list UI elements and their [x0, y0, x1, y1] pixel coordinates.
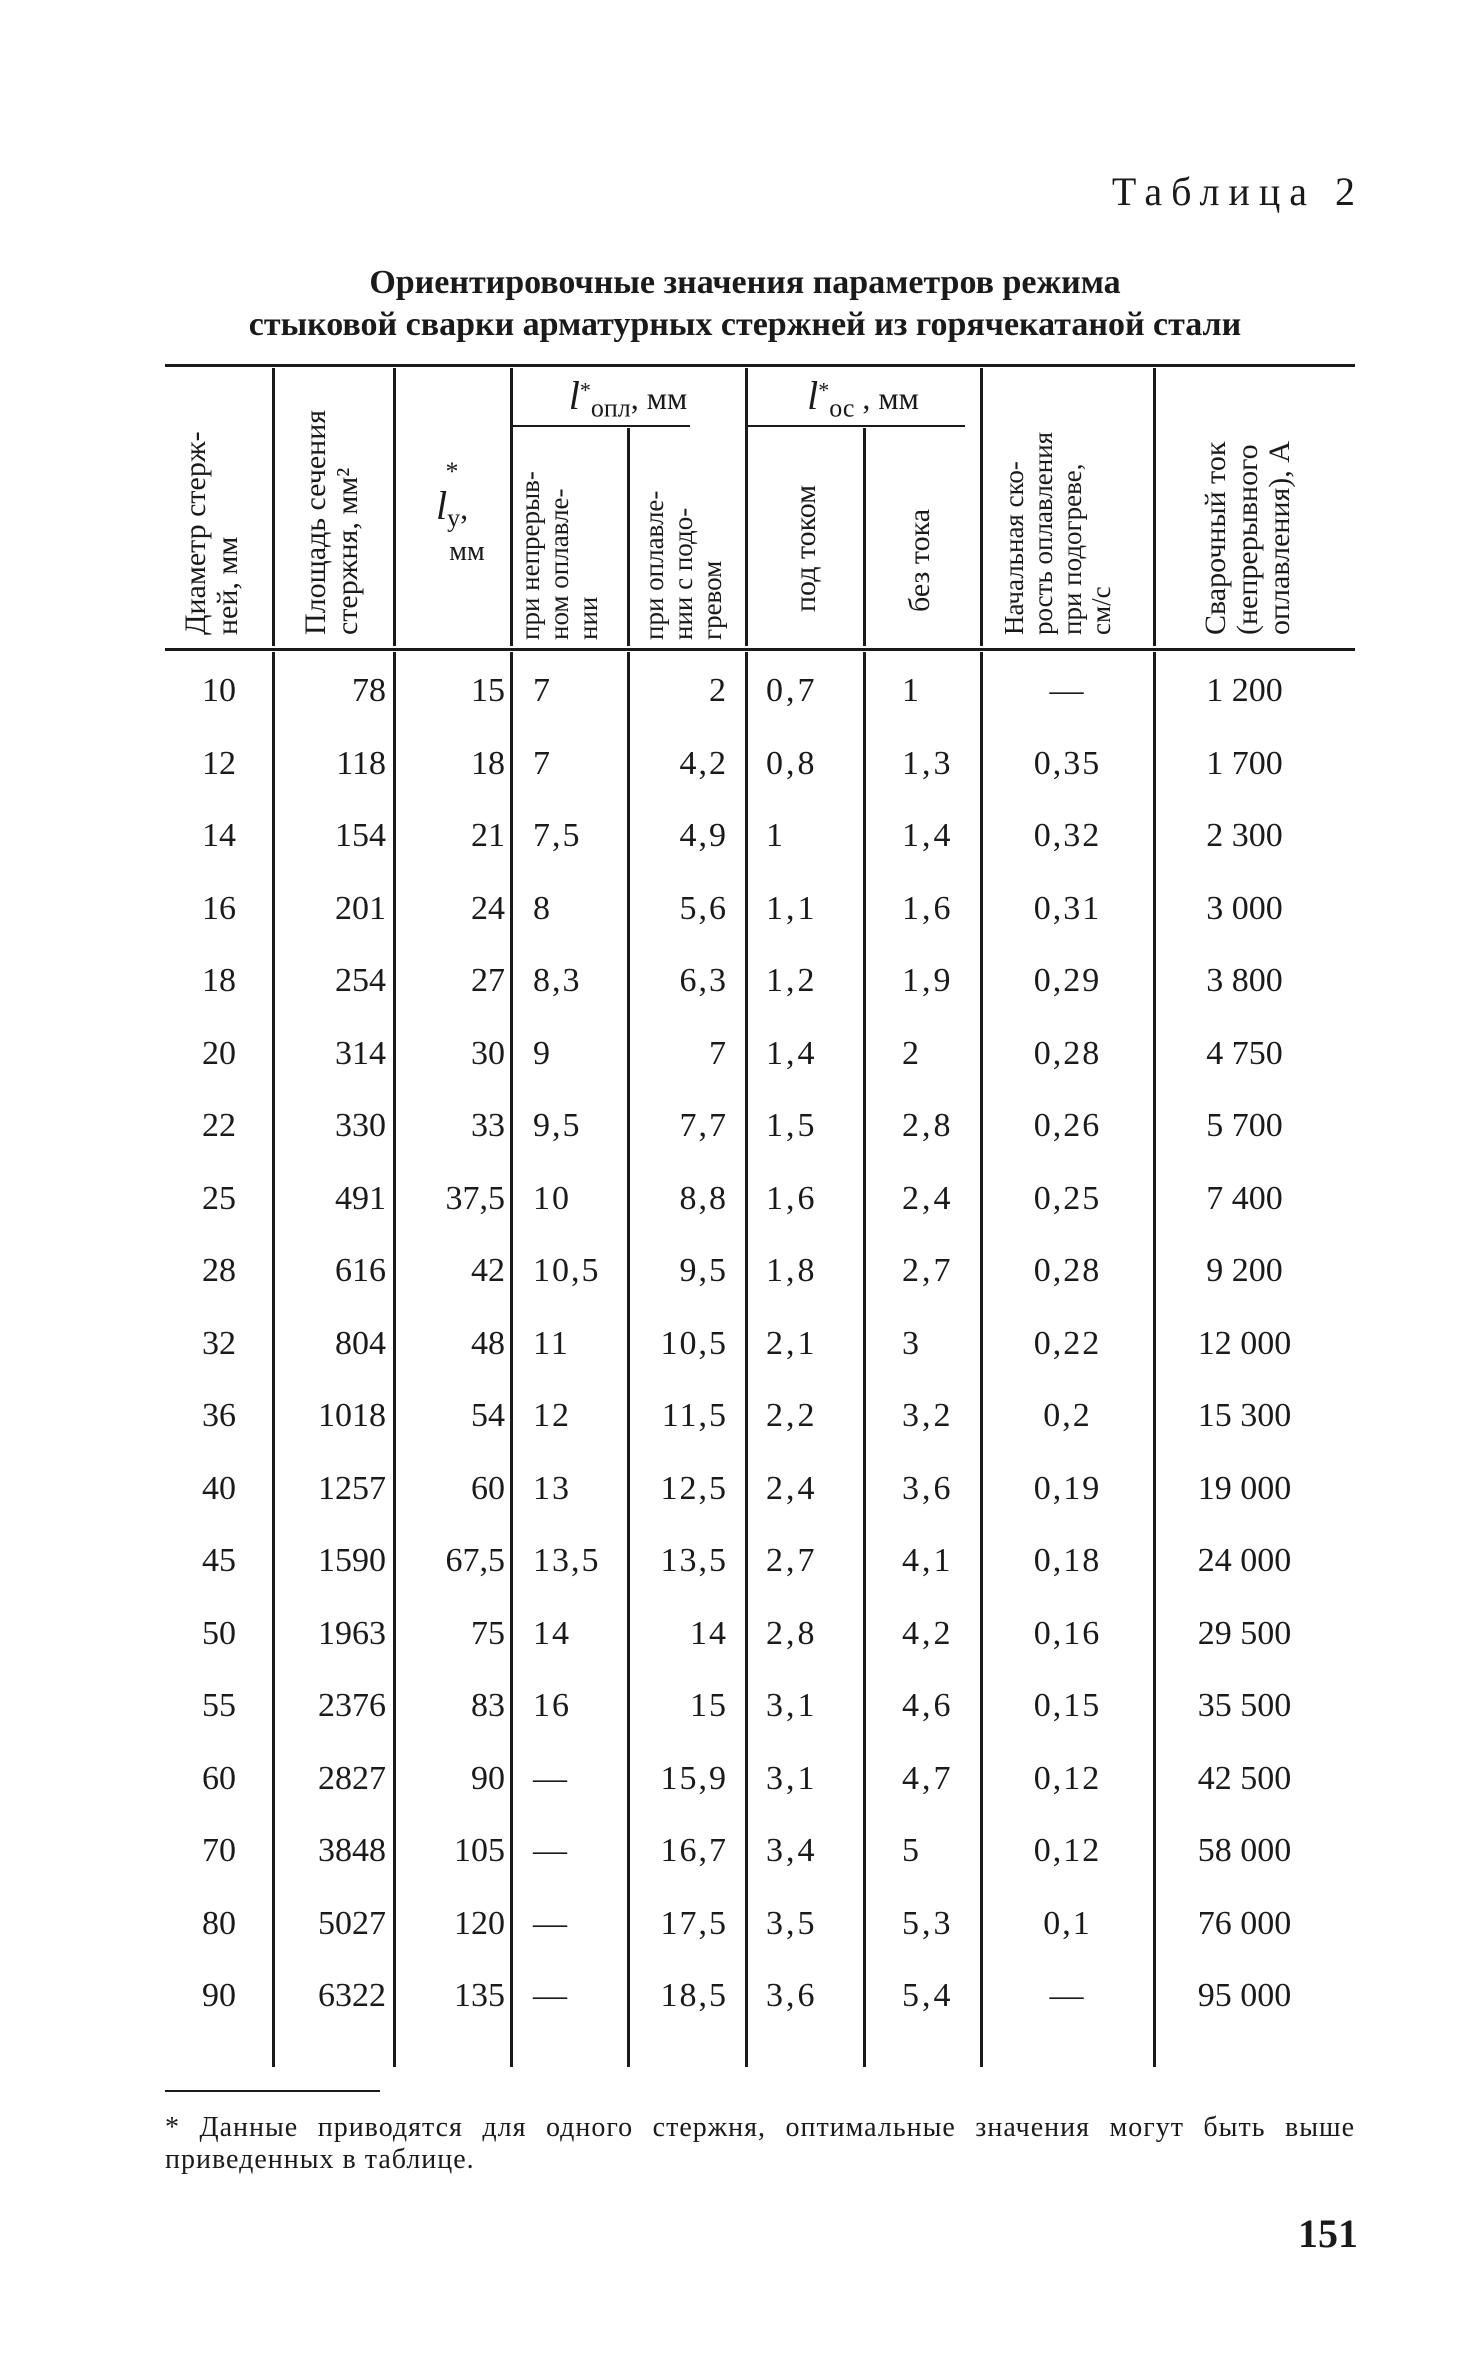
- cell-current: 5 700: [1206, 1107, 1283, 1145]
- table-row: [165, 1670, 1335, 1743]
- cell-lopl-continuous: 9: [533, 1034, 552, 1072]
- cell-los-current: 3,5: [766, 1904, 818, 1942]
- cell-los-nocurrent: 1,9: [902, 962, 954, 1000]
- cell-los-current: 2,4: [766, 1469, 818, 1507]
- cell-diameter: 70: [202, 1832, 236, 1870]
- cell-diameter: 36: [202, 1397, 236, 1435]
- cell-los-current: 1,4: [766, 1034, 818, 1072]
- cell-los-nocurrent: 1,4: [902, 817, 954, 855]
- cell-lopl-continuous: 8: [533, 889, 552, 927]
- cell-lopl-preheat: 9,5: [679, 1252, 728, 1290]
- cell-lopl-preheat: 5,6: [679, 889, 728, 927]
- cell-los-current: 0,8: [766, 744, 818, 782]
- cell-lopl-continuous: 13,5: [533, 1542, 601, 1580]
- cell-lopl-preheat: 11,5: [661, 1397, 728, 1435]
- cell-lopl-preheat: 4,9: [679, 817, 728, 855]
- table-row: [165, 1743, 1335, 1816]
- table-row: [165, 1090, 1335, 1163]
- parameters-table: [165, 655, 1335, 2033]
- cell-los-current: 2,2: [766, 1397, 818, 1435]
- cell-current: 35 500: [1197, 1687, 1292, 1725]
- cell-lopl-preheat: 17,5: [660, 1904, 728, 1942]
- cell-ly: 30: [471, 1034, 505, 1072]
- cell-current: 42 500: [1197, 1759, 1292, 1797]
- header-los: $l^*_{ос}$ , мм: [807, 373, 919, 423]
- cell-area: 2376: [318, 1687, 386, 1725]
- cell-los-nocurrent: 1: [902, 672, 922, 710]
- cell-lopl-continuous: —: [533, 1759, 569, 1797]
- cell-ly: 83: [471, 1687, 505, 1725]
- footnote-rule: [165, 2090, 380, 2092]
- cell-current: 2 300: [1206, 817, 1283, 855]
- cell-area: 1257: [318, 1469, 386, 1507]
- cell-ly: 135: [454, 1977, 505, 2015]
- cell-current: 3 000: [1206, 889, 1283, 927]
- table-row: [165, 1815, 1335, 1888]
- cell-ly: 27: [471, 962, 505, 1000]
- cell-ly: 90: [471, 1759, 505, 1797]
- table-top-rule: [165, 364, 1355, 367]
- cell-los-current: 2,8: [766, 1614, 818, 1652]
- header-area: Площадь сечения стержня, мм²: [299, 409, 364, 635]
- cell-los-nocurrent: 4,6: [902, 1687, 954, 1725]
- table-row: [165, 1380, 1335, 1453]
- cell-lopl-continuous: 14: [533, 1614, 571, 1652]
- cell-los-current: 3,1: [766, 1759, 818, 1797]
- cell-current: 12 000: [1197, 1324, 1292, 1362]
- cell-lopl-continuous: 10,5: [533, 1252, 601, 1290]
- cell-diameter: 55: [202, 1687, 236, 1725]
- header-divider: [863, 428, 866, 646]
- cell-speed: 0,1: [1043, 1904, 1092, 1942]
- header-ly: * $l_у$, мм: [435, 457, 485, 568]
- cell-ly: 37,5: [445, 1179, 505, 1217]
- cell-diameter: 40: [202, 1469, 236, 1507]
- cell-ly: 54: [471, 1397, 505, 1435]
- cell-speed: 0,18: [1033, 1542, 1102, 1580]
- cell-area: 1963: [318, 1614, 386, 1652]
- cell-diameter: 28: [202, 1252, 236, 1290]
- cell-los-current: 0,7: [766, 672, 818, 710]
- cell-lopl-continuous: 13: [533, 1469, 571, 1507]
- cell-speed: 0,25: [1033, 1179, 1102, 1217]
- cell-diameter: 32: [202, 1324, 236, 1362]
- cell-los-nocurrent: 5,3: [902, 1904, 954, 1942]
- footnote: * Данные приводятся для одного стержня, оптимальные значения могут быть выше приведенных в таблице.: [165, 2112, 1355, 2175]
- header-los-nocurrent: без тока: [903, 508, 936, 612]
- cell-lopl-preheat: 14: [690, 1614, 728, 1652]
- cell-diameter: 16: [202, 889, 236, 927]
- cell-lopl-preheat: 7,7: [679, 1107, 728, 1145]
- cell-speed: —: [1049, 1977, 1086, 2015]
- cell-los-nocurrent: 4,1: [902, 1542, 954, 1580]
- cell-current: 24 000: [1197, 1542, 1292, 1580]
- cell-ly: 15: [471, 672, 505, 710]
- header-divider: [1153, 368, 1156, 646]
- cell-speed: 0,28: [1033, 1252, 1102, 1290]
- cell-lopl-continuous: 11: [533, 1324, 570, 1362]
- cell-area: 6322: [318, 1977, 386, 2015]
- cell-los-current: 1,2: [766, 962, 818, 1000]
- cell-lopl-continuous: —: [533, 1977, 569, 2015]
- table-row: [165, 873, 1335, 946]
- cell-area: 201: [335, 889, 386, 927]
- cell-current: 3 800: [1206, 962, 1283, 1000]
- header-lopl-preheat: при оплавле- нии с подо- гревом: [639, 490, 727, 640]
- cell-ly: 67,5: [445, 1542, 505, 1580]
- cell-lopl-continuous: 9,5: [533, 1107, 582, 1145]
- cell-lopl-preheat: 13,5: [660, 1542, 728, 1580]
- cell-area: 2827: [318, 1759, 386, 1797]
- header-divider: [272, 368, 275, 646]
- cell-los-current: 1: [766, 817, 786, 855]
- cell-current: 95 000: [1197, 1977, 1292, 2015]
- cell-los-nocurrent: 2,8: [902, 1107, 954, 1145]
- table-row: [165, 728, 1335, 801]
- cell-los-nocurrent: 2,7: [902, 1252, 954, 1290]
- cell-lopl-continuous: 10: [533, 1179, 571, 1217]
- cell-current: 9 200: [1206, 1252, 1283, 1290]
- cell-lopl-continuous: 7: [533, 672, 552, 710]
- cell-los-nocurrent: 4,7: [902, 1759, 954, 1797]
- cell-diameter: 80: [202, 1904, 236, 1942]
- cell-current: 58 000: [1197, 1832, 1292, 1870]
- cell-speed: 0,35: [1033, 744, 1102, 782]
- cell-lopl-preheat: 4,2: [679, 744, 728, 782]
- cell-speed: 0,32: [1033, 817, 1102, 855]
- cell-los-nocurrent: 5: [902, 1832, 922, 1870]
- header-lopl: $l^*_{опл}$, мм: [568, 373, 688, 423]
- cell-speed: 0,12: [1033, 1759, 1102, 1797]
- cell-area: 804: [335, 1324, 386, 1362]
- cell-current: 15 300: [1197, 1397, 1292, 1435]
- cell-current: 76 000: [1197, 1904, 1292, 1942]
- cell-speed: 0,31: [1033, 889, 1102, 927]
- cell-current: 1 700: [1206, 744, 1283, 782]
- cell-area: 5027: [318, 1904, 386, 1942]
- cell-speed: 0,15: [1033, 1687, 1102, 1725]
- title-line-1: Ориентировочные значения параметров режима: [369, 264, 1121, 301]
- cell-lopl-continuous: 8,3: [533, 962, 582, 1000]
- cell-area: 154: [335, 817, 386, 855]
- cell-los-nocurrent: 1,3: [902, 744, 954, 782]
- table-row: [165, 1525, 1335, 1598]
- cell-diameter: 45: [202, 1542, 236, 1580]
- cell-speed: 0,2: [1043, 1397, 1092, 1435]
- cell-lopl-preheat: 2: [709, 672, 728, 710]
- cell-los-nocurrent: 5,4: [902, 1977, 954, 2015]
- cell-lopl-preheat: 15: [690, 1687, 728, 1725]
- header-diameter: Диаметр стерж- ней, мм: [179, 431, 244, 635]
- cell-speed: 0,16: [1033, 1614, 1102, 1652]
- header-divider: [980, 368, 983, 646]
- cell-lopl-preheat: 18,5: [660, 1977, 728, 2015]
- cell-speed: 0,28: [1033, 1034, 1102, 1072]
- cell-area: 118: [336, 744, 386, 782]
- los-group-rule: [745, 425, 965, 427]
- table-title: [150, 262, 1340, 346]
- cell-current: 4 750: [1206, 1034, 1283, 1072]
- cell-lopl-preheat: 8,8: [679, 1179, 728, 1217]
- table-row: [165, 1308, 1335, 1381]
- cell-diameter: 22: [202, 1107, 236, 1145]
- cell-diameter: 12: [202, 744, 236, 782]
- cell-lopl-continuous: —: [533, 1904, 569, 1942]
- cell-lopl-preheat: 15,9: [660, 1759, 728, 1797]
- cell-diameter: 60: [202, 1759, 236, 1797]
- cell-ly: 18: [471, 744, 505, 782]
- cell-los-current: 1,1: [766, 889, 818, 927]
- cell-lopl-preheat: 6,3: [679, 962, 728, 1000]
- cell-los-nocurrent: 2: [902, 1034, 922, 1072]
- page-number: 151: [1298, 2211, 1358, 2256]
- cell-area: 3848: [318, 1832, 386, 1870]
- cell-diameter: 20: [202, 1034, 236, 1072]
- cell-ly: 120: [454, 1904, 505, 1942]
- cell-lopl-continuous: 7: [533, 744, 552, 782]
- cell-ly: 24: [471, 889, 505, 927]
- cell-lopl-continuous: 16: [533, 1687, 571, 1725]
- cell-los-current: 3,4: [766, 1832, 818, 1870]
- cell-los-nocurrent: 4,2: [902, 1614, 954, 1652]
- header-los-current: под током: [789, 484, 822, 612]
- cell-ly: 21: [471, 817, 505, 855]
- table-row: [165, 1888, 1335, 1961]
- cell-area: 314: [335, 1034, 386, 1072]
- cell-current: 19 000: [1197, 1469, 1292, 1507]
- table-row: [165, 1960, 1335, 2033]
- cell-ly: 75: [471, 1614, 505, 1652]
- cell-lopl-preheat: 10,5: [660, 1324, 728, 1362]
- cell-los-nocurrent: 3,6: [902, 1469, 954, 1507]
- cell-lopl-preheat: 7: [709, 1034, 728, 1072]
- table-row: [165, 1453, 1335, 1526]
- header-divider: [627, 428, 630, 646]
- cell-current: 7 400: [1206, 1179, 1283, 1217]
- title-line-2: стыковой сварки арматурных стержней из горячекатаной стали: [248, 306, 1242, 343]
- cell-los-current: 3,1: [766, 1687, 818, 1725]
- cell-ly: 42: [471, 1252, 505, 1290]
- cell-diameter: 14: [202, 817, 236, 855]
- cell-los-current: 1,6: [766, 1179, 818, 1217]
- table-row: [165, 945, 1335, 1018]
- cell-los-nocurrent: 3,2: [902, 1397, 954, 1435]
- cell-diameter: 10: [202, 672, 236, 710]
- header-speed: Начальная ско- рость оплавления при подогреве, см/с: [999, 431, 1116, 635]
- cell-area: 491: [335, 1179, 386, 1217]
- cell-speed: 0,26: [1033, 1107, 1102, 1145]
- cell-ly: 48: [471, 1324, 505, 1362]
- cell-speed: 0,19: [1033, 1469, 1102, 1507]
- cell-current: 1 200: [1206, 672, 1283, 710]
- cell-area: 78: [352, 672, 386, 710]
- cell-diameter: 25: [202, 1179, 236, 1217]
- cell-current: 29 500: [1197, 1614, 1292, 1652]
- cell-speed: 0,12: [1033, 1832, 1102, 1870]
- cell-los-current: 3,6: [766, 1977, 818, 2015]
- table-row: [165, 1163, 1335, 1236]
- cell-speed: —: [1049, 672, 1086, 710]
- cell-los-current: 1,8: [766, 1252, 818, 1290]
- cell-area: 1018: [318, 1397, 386, 1435]
- cell-lopl-preheat: 12,5: [660, 1469, 728, 1507]
- cell-ly: 33: [471, 1107, 505, 1145]
- cell-area: 1590: [318, 1542, 386, 1580]
- cell-diameter: 18: [202, 962, 236, 1000]
- cell-los-nocurrent: 3: [902, 1324, 922, 1362]
- table-row: [165, 1235, 1335, 1308]
- cell-los-current: 2,7: [766, 1542, 818, 1580]
- cell-lopl-continuous: 7,5: [533, 817, 582, 855]
- cell-area: 330: [335, 1107, 386, 1145]
- cell-diameter: 50: [202, 1614, 236, 1652]
- cell-los-nocurrent: 2,4: [902, 1179, 954, 1217]
- header-current: Сварочный ток (непрерывного оплавления), А: [1199, 441, 1296, 635]
- table-row: [165, 655, 1335, 728]
- cell-speed: 0,29: [1033, 962, 1102, 1000]
- cell-speed: 0,22: [1033, 1324, 1102, 1362]
- lopl-group-rule: [512, 425, 690, 427]
- table-row: [165, 800, 1335, 873]
- cell-ly: 105: [454, 1832, 505, 1870]
- table-row: [165, 1598, 1335, 1671]
- cell-area: 254: [335, 962, 386, 1000]
- cell-los-nocurrent: 1,6: [902, 889, 954, 927]
- cell-area: 616: [335, 1252, 386, 1290]
- cell-diameter: 90: [202, 1977, 236, 2015]
- table-body: [165, 655, 1335, 2033]
- table-caption: Таблица 2: [1111, 169, 1364, 214]
- header-bottom-rule: [165, 648, 1355, 651]
- cell-los-current: 2,1: [766, 1324, 818, 1362]
- header-lopl-continuous: при непрерыв- ном оплавле- нии: [515, 471, 603, 640]
- cell-lopl-preheat: 16,7: [660, 1832, 728, 1870]
- cell-los-current: 1,5: [766, 1107, 818, 1145]
- cell-ly: 60: [471, 1469, 505, 1507]
- table-row: [165, 1018, 1335, 1091]
- cell-lopl-continuous: —: [533, 1832, 569, 1870]
- cell-lopl-continuous: 12: [533, 1397, 571, 1435]
